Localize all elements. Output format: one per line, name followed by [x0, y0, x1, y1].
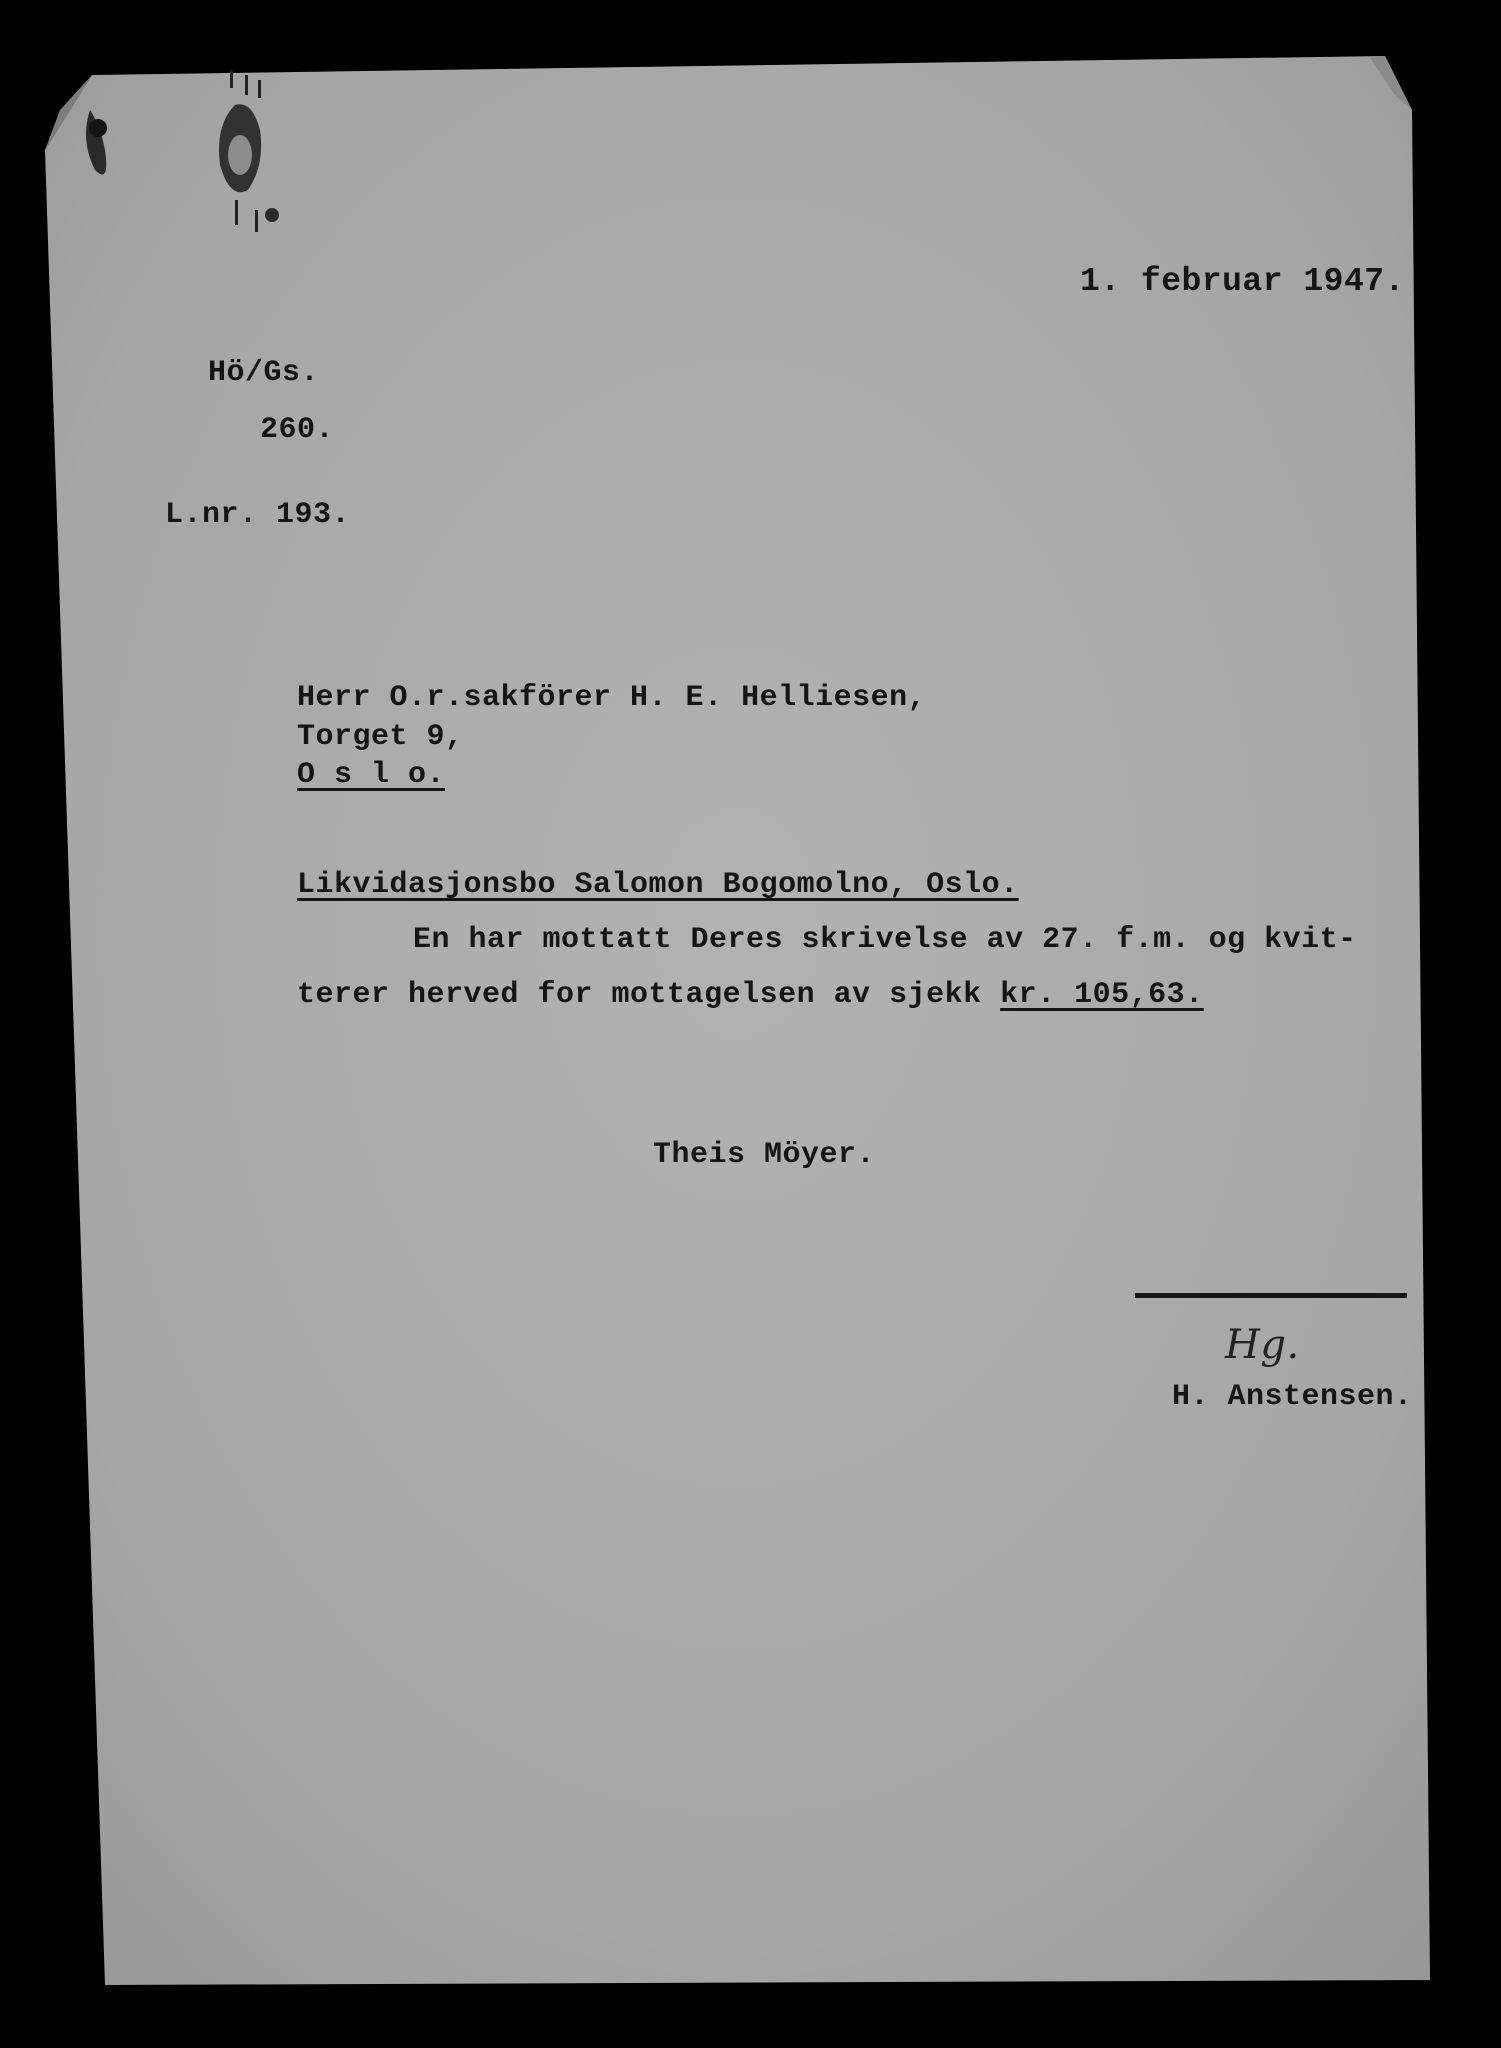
punch-hole-icon — [70, 70, 310, 240]
sender-company: Theis Möyer. — [653, 1138, 876, 1172]
recipient-line-1: Herr O.r.sakförer H. E. Helliesen, — [297, 681, 927, 715]
signatory-name: H. Anstensen. — [1172, 1380, 1413, 1414]
body-line-2 — [297, 980, 1204, 1010]
reference-initials: Hö/Gs. — [208, 356, 320, 390]
body-line-1: En har mottatt Deres skrivelse av 27. f.m. og kvit- — [413, 923, 1357, 957]
signature-line — [1135, 1290, 1415, 1302]
handwritten-initials: Hg. — [1225, 1322, 1300, 1368]
body-line-2-text: terer herved for mottagelsen av sjekk — [297, 978, 1001, 1012]
recipient-line-3: O s l o. — [297, 758, 446, 792]
subject-line: Likvidasjonsbo Salomon Bogomolno, Oslo. — [297, 868, 1019, 902]
recipient-line-2: Torget 9, — [297, 720, 464, 754]
check-amount: kr. 105,63. — [1000, 978, 1204, 1012]
reference-number: 260. — [260, 413, 335, 447]
letter-date: 1. februar 1947. — [1080, 263, 1405, 300]
journal-number: L.nr. 193. — [165, 498, 351, 532]
